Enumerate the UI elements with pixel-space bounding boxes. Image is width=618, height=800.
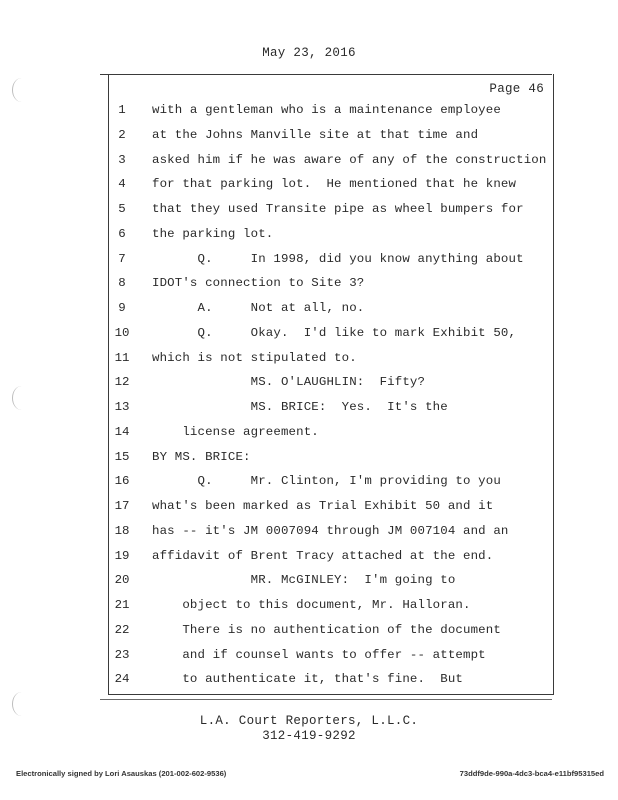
line-text: object to this document, Mr. Halloran.: [152, 598, 471, 612]
transcript-line: [0, 225, 618, 250]
line-text: Q. Mr. Clinton, I'm providing to you: [152, 474, 501, 489]
line-text: MS. O'LAUGHLIN: Fifty?: [152, 375, 426, 390]
transcript-line: [0, 547, 618, 572]
box-bottom-rule: [100, 699, 552, 700]
transcript-line: [0, 324, 618, 349]
transcript-line: [0, 349, 618, 374]
line-number: 15: [114, 449, 130, 464]
page-number: Page 46: [489, 82, 544, 96]
transcript-line: [0, 596, 618, 621]
line-number: 18: [114, 523, 130, 538]
line-text: MS. BRICE: Yes. It's the: [152, 400, 448, 414]
line-text: MR. McGINLEY: I'm going to: [152, 573, 456, 588]
line-number: 14: [114, 424, 130, 439]
line-text: affidavit of Brent Tracy attached at the end.: [152, 548, 494, 563]
transcript-line: [0, 200, 618, 225]
transcript-line: [0, 274, 618, 299]
line-text: Q. Okay. I'd like to mark Exhibit 50,: [152, 325, 517, 340]
line-text: A. Not at all, no.: [152, 301, 365, 315]
line-text: at the Johns Manville site at that time and: [152, 127, 479, 142]
transcript-line: [0, 398, 618, 423]
line-number: 23: [114, 647, 130, 662]
electronic-signature: Electronically signed by Lori Asauskas (201-002-602-9536): [16, 769, 227, 778]
transcript-line: [0, 299, 618, 324]
line-text: with a gentleman who is a maintenance employee: [152, 103, 501, 117]
line-text: BY MS. BRICE:: [152, 449, 251, 464]
line-number: 4: [118, 177, 126, 192]
line-text: that they used Transite pipe as wheel bumpers for: [152, 202, 524, 216]
transcript-line: [0, 497, 618, 522]
line-number: 10: [114, 325, 130, 340]
document-id: 73ddf9de-990a-4dc3-bca4-e11bf95315ed: [459, 769, 604, 778]
line-text: what's been marked as Trial Exhibit 50 and it: [152, 499, 494, 513]
line-text: license agreement.: [152, 424, 319, 439]
line-text: to authenticate it, that's fine. But: [152, 672, 464, 687]
line-number: 17: [114, 499, 130, 513]
line-number: 6: [118, 226, 126, 241]
line-number: 19: [114, 548, 130, 563]
line-number: 13: [114, 400, 130, 414]
transcript-line: [0, 151, 618, 176]
line-text: for that parking lot. He mentioned that he knew: [152, 177, 517, 192]
line-number: 16: [114, 474, 130, 489]
line-text: has -- it's JM 0007094 through JM 007104 and an: [152, 523, 509, 538]
line-number: 11: [114, 350, 130, 365]
line-text: There is no authentication of the document: [152, 622, 501, 637]
line-number: 5: [118, 202, 126, 216]
line-number: 20: [114, 573, 130, 588]
transcript-line: [0, 646, 618, 671]
line-number: 1: [118, 103, 126, 117]
page-date: May 23, 2016: [262, 46, 356, 60]
transcript-line: [0, 101, 618, 126]
transcript-line: [0, 670, 618, 695]
line-text: asked him if he was aware of any of the construction: [152, 152, 547, 167]
punch-hole-mark: [12, 692, 31, 716]
reporter-phone: 312-419-9292: [262, 729, 356, 743]
line-number: 24: [114, 672, 130, 687]
line-number: 8: [118, 276, 126, 291]
punch-hole-mark: [12, 78, 31, 102]
transcript-line: [0, 373, 618, 398]
footer: [0, 714, 618, 744]
line-number: 12: [114, 375, 130, 390]
transcript-line: [0, 423, 618, 448]
line-text: which is not stipulated to.: [152, 350, 357, 365]
line-text: and if counsel wants to offer -- attempt: [152, 647, 486, 662]
transcript-line: [0, 472, 618, 497]
reporter-company: L.A. Court Reporters, L.L.C.: [199, 714, 419, 728]
transcript-line: [0, 175, 618, 200]
line-text: Q. In 1998, did you know anything about: [152, 251, 524, 266]
line-text: IDOT's connection to Site 3?: [152, 276, 365, 291]
line-number: 7: [118, 251, 126, 266]
transcript-line: [0, 621, 618, 646]
transcript-line: [0, 522, 618, 547]
line-number: 9: [118, 301, 126, 315]
line-number: 2: [118, 127, 126, 142]
transcript-lines: [0, 101, 618, 695]
transcript-line: [0, 571, 618, 596]
line-text: the parking lot.: [152, 226, 274, 241]
line-number: 22: [114, 622, 130, 637]
transcript-line: [0, 448, 618, 473]
line-number: 21: [114, 598, 130, 612]
transcript-line: [0, 250, 618, 275]
transcript-line: [0, 126, 618, 151]
line-number: 3: [118, 152, 126, 167]
